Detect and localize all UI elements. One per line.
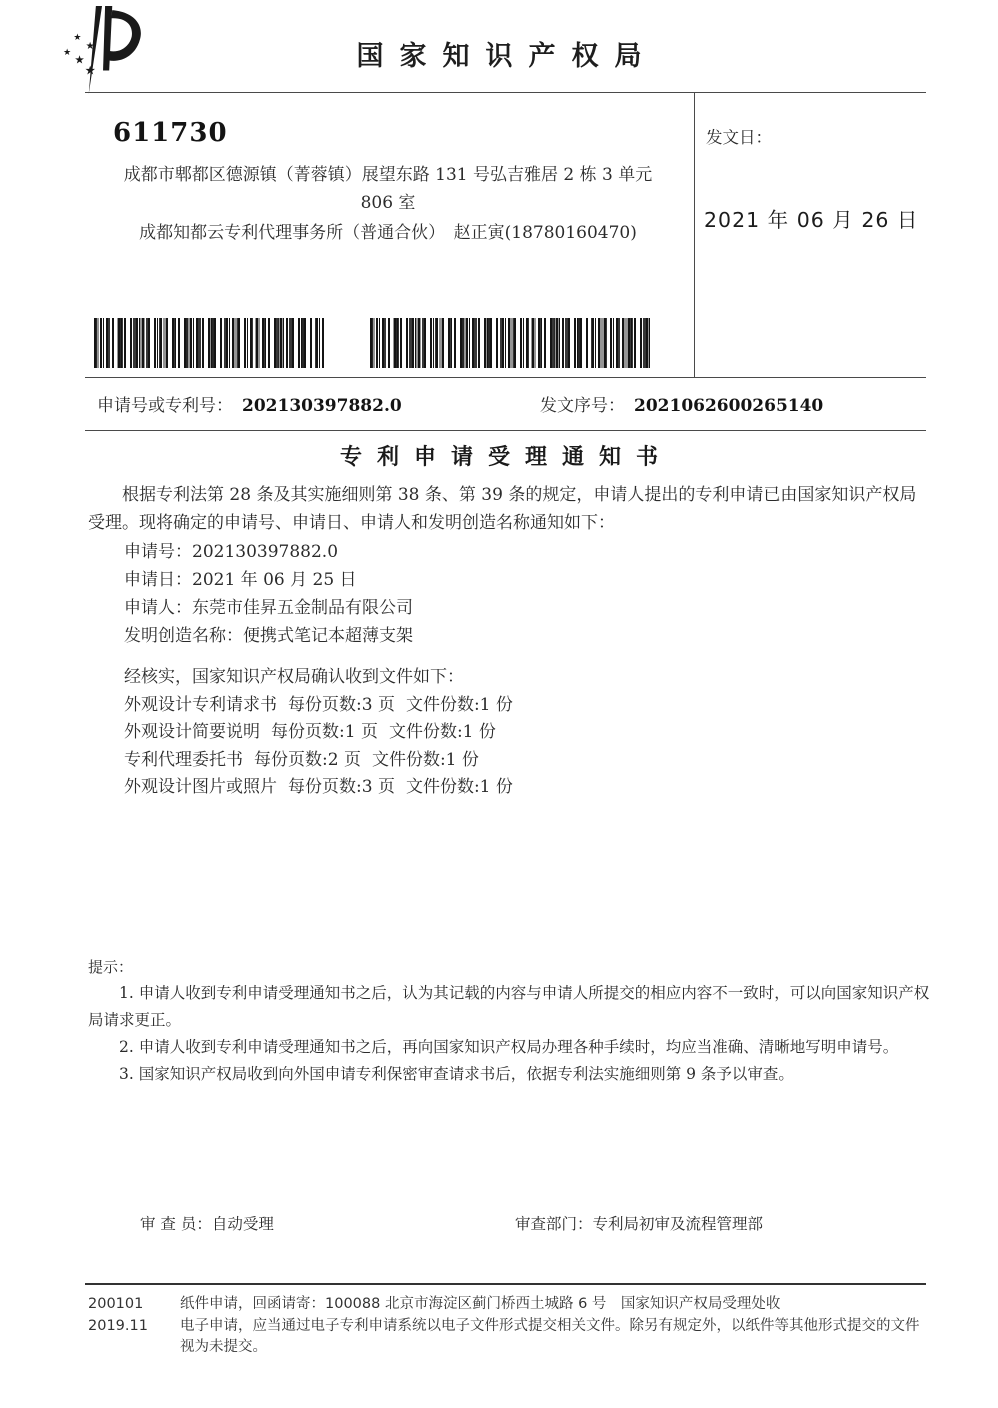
field-label: 申请号： [124,542,192,562]
postal-code: 611730 [113,118,228,148]
document-name: 外观设计图片或照片 [124,777,277,797]
date-block-divider-line [694,92,695,378]
field-row-invention-title [124,622,413,650]
department-value: 专利局初审及流程管理部 [592,1215,764,1233]
dispatch-date-value: 2021 年 06 月 26 日 [704,208,919,232]
department-group [515,1212,763,1234]
document-copies: 文件份数:1 份 [405,694,513,715]
footer-divider-line [85,1283,926,1285]
svg-text:★: ★ [74,53,85,67]
notice-intro-paragraph: 根据专利法第 28 条及其实施细则第 38 条、第 39 条的规定，申请人提出的专利申请已由国家知识产权局受理。现将确定的申请号、申请日、申请人和发明创造名称通知如下： [88,485,917,533]
tips-heading: 提示： [88,958,134,976]
application-number-group [97,391,402,416]
department-label: 审查部门： [515,1215,593,1233]
document-row [124,692,513,720]
footer-form-version: 2019.11 [88,1317,148,1334]
tip-item-2: 2. 申请人收到专利申请受理通知书之后，再向国家知识产权局办理各种手续时，均应当准确、清晰地写明申请号。 [119,1038,899,1056]
received-documents-list [124,664,513,802]
recipient-address-line2: 806 室 [360,193,416,213]
serial-number-label: 发文序号： [540,396,625,416]
examiner-label: 审 查 员： [140,1215,212,1233]
agency-title: 国家知识产权局 [356,41,658,72]
footer-paper-line: 纸件申请，回函请寄：100088 北京市海淀区蓟门桥西土城路 6 号 国家知识产权局受理处收 [180,1296,781,1312]
footer-form-codes [88,1294,148,1337]
footer-instructions [180,1294,928,1359]
footer-form-code: 200101 [88,1296,144,1312]
document-copies: 文件份数:1 份 [388,722,496,742]
application-fields-list [124,538,413,650]
field-value: 202130397882.0 [192,542,339,562]
document-pages: 每份页数:2 页 [254,749,361,770]
field-row-application-date [124,566,413,594]
svg-text:★: ★ [73,31,82,43]
recipient-block [85,118,691,247]
document-row [124,719,513,747]
document-name: 外观设计专利请求书 [124,694,277,715]
serial-number-group [540,391,823,416]
document-name: 专利代理委托书 [124,749,243,770]
reference-row-top-line [85,377,926,378]
field-row-application-no [124,538,413,566]
document-copies: 文件份数:1 份 [405,777,513,797]
application-number-label: 申请号或专利号： [97,396,233,416]
recipient-agency-line: 成都知都云专利代理事务所（普通合伙） 赵正寅(18780160470) [139,223,637,243]
reference-row-bottom-line [85,430,926,431]
serial-number-value: 2021062600265140 [634,396,824,416]
tip-item-3: 3. 国家知识产权局收到向外国申请专利保密审查请求书后，依据专利法实施细则第 9 条予以审查。 [119,1065,794,1083]
application-number-value: 202130397882.0 [242,396,402,416]
header-divider-line [85,92,926,93]
tip-item-1: 1. 申请人收到专利申请受理通知书之后，认为其记载的内容与申请人所提交的相应内容不一致时，可以向国家知识产权局请求更正。 [88,984,930,1029]
document-pages: 每份页数:3 页 [288,694,395,715]
field-label: 发明创造名称： [124,626,243,646]
document-row [124,774,513,802]
svg-text:★: ★ [84,63,96,78]
field-label: 申请日： [124,570,192,590]
field-row-applicant [124,594,413,622]
examiner-group [140,1212,274,1234]
document-name: 外观设计简要说明 [124,722,260,742]
recipient-address-line1: 成都市郫都区德源镇（菁蓉镇）展望东路 131 号弘吉雅居 2 栋 3 单元 [123,165,653,185]
received-intro: 经核实，国家知识产权局确认收到文件如下： [124,667,464,687]
document-pages: 每份页数:3 页 [288,777,395,797]
footer-electronic-line: 电子申请，应当通过电子专利申请系统以电子文件形式提交相关文件。除另有规定外，以纸件等其他形式提交的文件视为未提交。 [180,1317,920,1355]
svg-text:★: ★ [63,47,72,59]
field-value: 2021 年 06 月 25 日 [192,570,357,590]
svg-text:★: ★ [85,40,95,52]
notice-title: 专利申请受理通知书 [339,444,673,470]
field-value: 便携式笔记本超薄支架 [243,626,413,646]
tips-list [88,980,934,1088]
document-row [124,747,513,775]
document-copies: 文件份数:1 份 [371,749,479,770]
barcode-application [94,318,324,368]
field-value: 东莞市佳昇五金制品有限公司 [192,598,413,618]
barcode-serial [370,318,650,368]
dispatch-date-label: 发文日： [706,128,772,147]
document-pages: 每份页数:1 页 [271,722,378,742]
field-label: 申请人： [124,598,192,618]
examiner-value: 自动受理 [211,1215,274,1233]
